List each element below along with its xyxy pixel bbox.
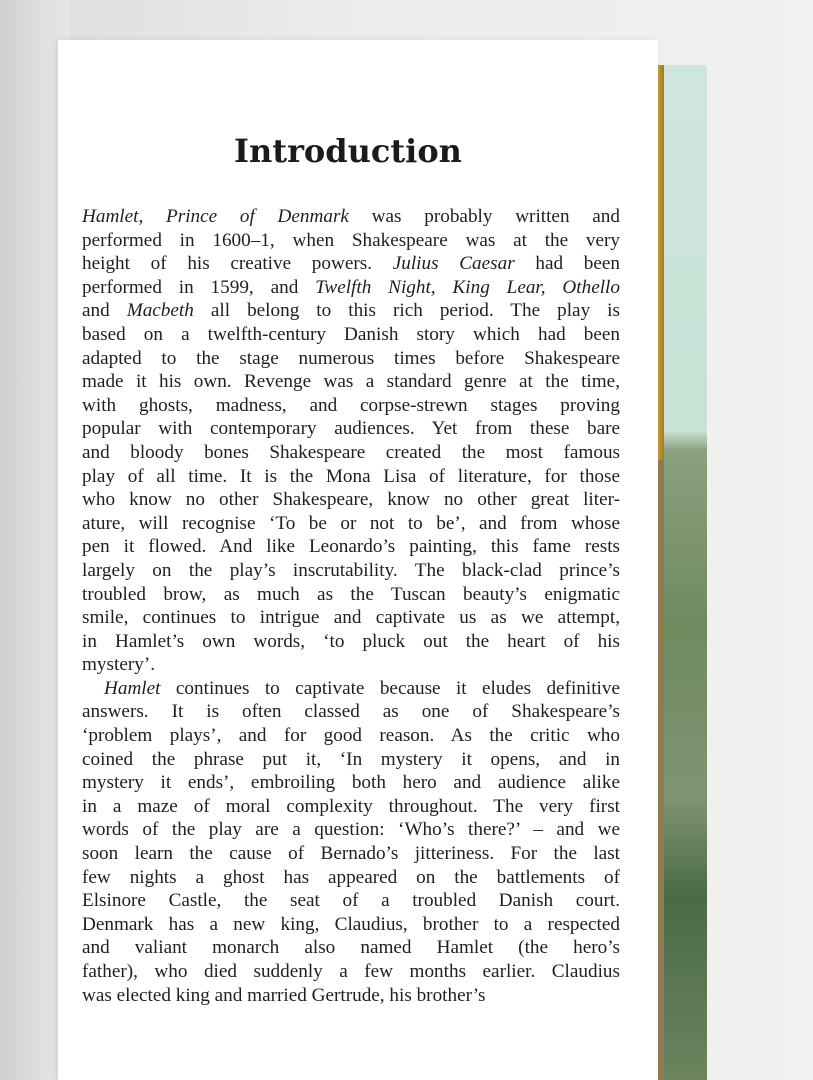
text-line: mystery it ends’, embroiling both hero and audience alike (82, 772, 620, 794)
text-line: father), who died suddenly a few months earlier. Claudius (82, 961, 620, 982)
text-line: ature, will recognise ‘To be or not to be’, and from whose (82, 512, 620, 534)
text-line: performed in 1599, and Twelfth Night, King Lear, Othello (82, 276, 620, 298)
chapter-title: Introduction (234, 132, 462, 170)
text-line: smile, continues to intrigue and captivate us as we attempt, (82, 607, 620, 629)
body-text (82, 205, 620, 1007)
text-line: based on a twelfth-century Danish story which had been (82, 323, 620, 345)
text-line: Denmark has a new king, Claudius, brother to a respected (82, 913, 620, 935)
text-line: in a maze of moral complexity throughout. The very first (82, 795, 620, 817)
text-line: pen it flowed. And like Leonardo’s painting, this fame rests (82, 536, 620, 558)
text-line: who know no other Shakespeare, know no other great liter- (82, 489, 620, 511)
text-line: made it his own. Revenge was a standard genre at the time, (82, 371, 620, 393)
text-line: and Macbeth all belong to this rich period. The play is (82, 300, 620, 322)
text-line: soon learn the cause of Bernado’s jitteriness. For the last (82, 843, 620, 865)
text-line: performed in 1600–1, when Shakespeare was at the very (82, 229, 620, 251)
text-line: Hamlet continues to captivate because it eludes definitive (104, 677, 620, 699)
text-line: with ghosts, madness, and corpse-strewn stages proving (82, 394, 620, 416)
text-line: was elected king and married Gertrude, his brother’s (82, 984, 486, 1006)
text-line: largely on the play’s inscrutability. The black-clad prince’s (82, 559, 620, 581)
text-line: mystery’. (82, 654, 156, 676)
text-line: Elsinore Castle, the seat of a troubled Danish court. (82, 890, 620, 912)
book-page (58, 40, 658, 1080)
text-line: coined the phrase put it, ‘In mystery it opens, and in (82, 748, 620, 770)
text-line: troubled brow, as much as the Tuscan beauty’s enigmatic (82, 583, 620, 605)
text-line: words of the play are a question: ‘Who’s there?’ – and we (82, 819, 620, 841)
text-line: popular with contemporary audiences. Yet from these bare (82, 418, 620, 440)
text-line: and bloody bones Shakespeare created the most famous (82, 441, 620, 463)
text-line: play of all time. It is the Mona Lisa of literature, for those (82, 465, 620, 487)
text-line: adapted to the stage numerous times before Shakespeare (82, 347, 620, 369)
text-line: ‘problem plays’, and for good reason. As the critic who (82, 725, 620, 747)
text-line: height of his creative powers. Julius Caesar had been (82, 253, 620, 275)
text-line: and valiant monarch also named Hamlet (the hero’s (82, 937, 620, 959)
text-line: Hamlet, Prince of Denmark was probably written and (82, 206, 620, 227)
text-line: answers. It is often classed as one of Shakespeare’s (82, 701, 620, 723)
text-line: few nights a ghost has appeared on the battlements of (82, 866, 620, 888)
text-line: in Hamlet’s own words, ‘to pluck out the heart of his (82, 630, 620, 652)
